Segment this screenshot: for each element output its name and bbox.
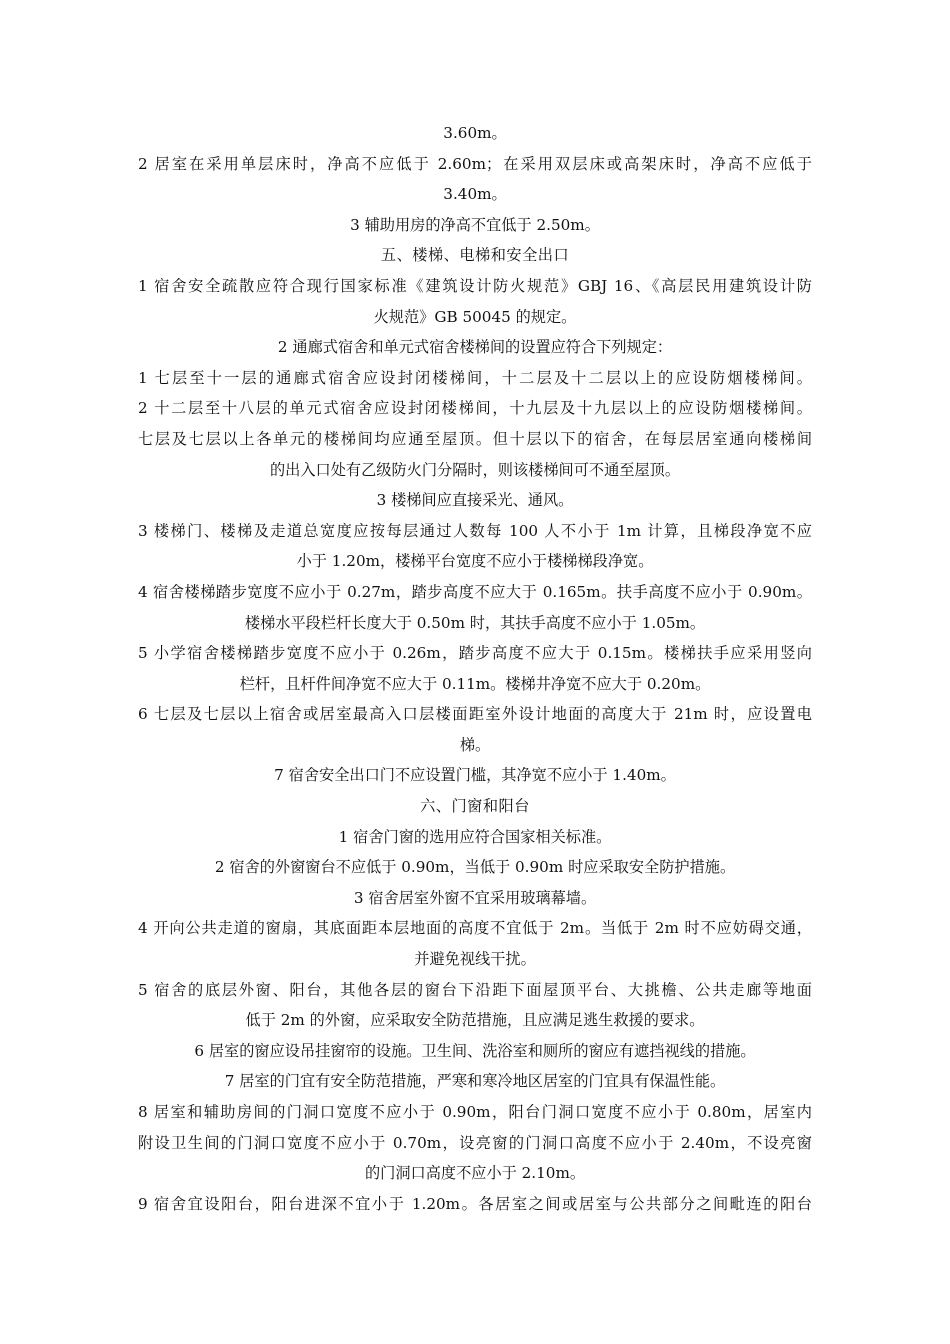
text-line: 3.40m。 — [443, 185, 507, 204]
text-line: 2 通廊式宿舍和单元式宿舍楼梯间的设置应符合下列规定： — [277, 338, 673, 357]
text-line: 3.60m。 — [443, 124, 507, 142]
text-line: 6 七层及七层以上宿舍或居室最高入口层楼面距室外设计地面的高度大于 21m 时，应设置电 — [138, 705, 812, 724]
section-heading: 五、楼梯、电梯和安全出口 — [380, 246, 570, 265]
text-line: 4 宿舍楼梯踏步宽度不应小于 0.27m，踏步高度不应大于 0.165m。扶手高度不应小于 0.90m。 — [138, 582, 812, 601]
text-line: 7 宿舍安全出口门不应设置门槛，其净宽不应小于 1.40m。 — [274, 766, 676, 785]
text-line: 5 宿舍的底层外窗、阳台，其他各层的窗台下沿距下面屋顶平台、大挑檐、公共走廊等地面 — [138, 980, 812, 999]
text-line: 的门洞口高度不应小于 2.10m。 — [364, 1164, 586, 1183]
text-line: 1 宿舍门窗的选用应符合国家相关标准。 — [338, 827, 612, 846]
text-line: 3 楼梯间应直接采光、通风。 — [376, 491, 574, 510]
text-line: 4 开向公共走道的窗扇，其底面距本层地面的高度不宜低于 2m。当低于 2m 时不应妨碍交通， — [138, 919, 812, 938]
text-line: 并避免视线干扰。 — [414, 950, 536, 969]
text-line: 火规范》GB 50045 的规定。 — [373, 307, 577, 326]
document-body — [138, 118, 812, 1219]
text-line: 梯。 — [459, 735, 491, 754]
text-line: 3 辅助用房的净高不宜低于 2.50m。 — [350, 215, 600, 234]
text-line: 的出入口处有乙级防火门分隔时，则该楼梯间可不通至屋顶。 — [269, 460, 681, 479]
text-line: 低于 2m 的外窗，应采取安全防范措施，且应满足逃生救援的要求。 — [245, 1011, 705, 1030]
text-line: 2 居室在采用单层床时，净高不应低于 2.60m；在采用双层床或高架床时，净高不应低于 — [138, 154, 812, 173]
text-line: 7 居室的门宜有安全防范措施，严寒和寒冷地区居室的门宜具有保温性能。 — [224, 1072, 726, 1091]
text-line: 栏杆，且杆件间净宽不应大于 0.11m。楼梯井净宽不应大于 0.20m。 — [239, 674, 711, 693]
text-line: 9 宿舍宜设阳台，阳台进深不宜小于 1.20m。各居室之间或居室与公共部分之间毗连的阳台 — [138, 1194, 812, 1213]
text-line: 2 十二层至十八层的单元式宿舍应设封闭楼梯间，十九层及十九层以上的应设防烟楼梯间。 — [138, 399, 812, 418]
text-line: 8 居室和辅助房间的门洞口宽度不应小于 0.90m，阳台门洞口宽度不应小于 0.80m，居室内 — [138, 1103, 812, 1121]
text-line: 1 宿舍安全疏散应符合现行国家标准《建筑设计防火规范》GBJ 16、《高层民用建筑设计防 — [138, 276, 812, 295]
text-line: 5 小学宿舍楼梯踏步宽度不应小于 0.26m，踏步高度不应大于 0.15m。楼梯扶手应采用竖向 — [138, 644, 812, 663]
text-line: 楼梯水平段栏杆长度大于 0.50m 时，其扶手高度不应小于 1.05m。 — [244, 613, 706, 632]
text-line: 6 居室的窗应设吊挂窗帘的设施。卫生间、洗浴室和厕所的窗应有遮挡视线的措施。 — [194, 1041, 756, 1060]
text-line: 附设卫生间的门洞口宽度不应小于 0.70m，设亮窗的门洞口高度不应小于 2.40m，不设亮窗 — [138, 1133, 812, 1152]
text-line: 小于 1.20m，楼梯平台宽度不应小于楼梯梯段净宽。 — [296, 552, 654, 571]
text-line: 2 宿舍的外窗窗台不应低于 0.90m，当低于 0.90m 时应采取安全防护措施。 — [214, 858, 736, 877]
text-line: 1 七层至十一层的通廊式宿舍应设封闭楼梯间，十二层及十二层以上的应设防烟楼梯间。 — [138, 368, 812, 387]
section-heading: 六、门窗和阳台 — [420, 797, 530, 816]
text-line: 3 宿舍居室外窗不宜采用玻璃幕墙。 — [353, 888, 597, 907]
text-line: 3 楼梯门、楼梯及走道总宽度应按每层通过人数每 100 人不小于 1m 计算，且梯段净宽不应 — [138, 521, 812, 540]
text-line: 七层及七层以上各单元的楼梯间均应通至屋顶。但十层以下的宿舍，在每层居室通向楼梯间 — [138, 429, 812, 448]
